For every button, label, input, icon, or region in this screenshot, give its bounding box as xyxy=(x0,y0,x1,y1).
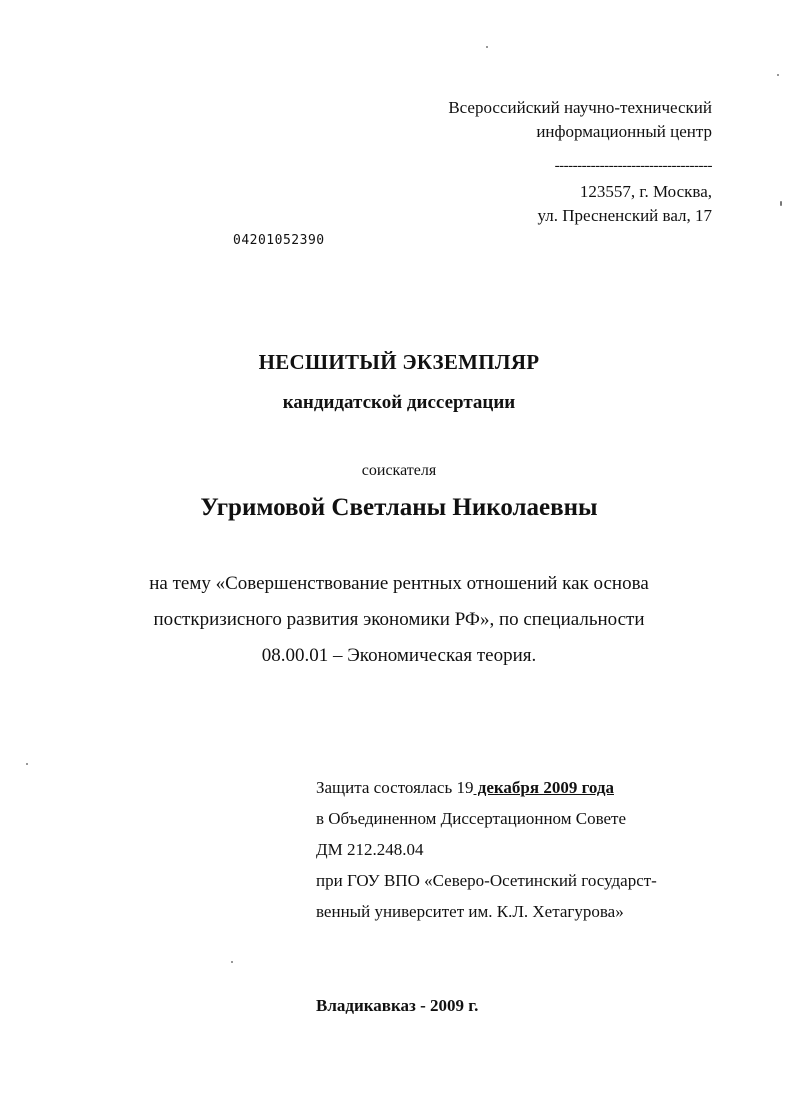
topic-line-1: на тему «Совершенствование рентных отношений как основа xyxy=(149,573,649,594)
defense-date-line xyxy=(316,772,657,803)
topic-line-3: 08.00.01 – Экономическая теория. xyxy=(261,645,537,666)
scan-speck xyxy=(777,74,779,76)
recipient-address-line-1: 123557, г. Москва, xyxy=(579,182,712,201)
registry-number: 04201052390 xyxy=(233,233,325,248)
recipient-address-line-2: ул. Пресненский вал, 17 xyxy=(537,206,712,225)
scan-speck xyxy=(231,961,233,963)
defense-university-line-2: венный университет им. К.Л. Хетагурова» xyxy=(316,902,624,921)
document-subtitle: кандидатской диссертации xyxy=(282,392,516,413)
defense-date: декабря 2009 года xyxy=(473,778,614,797)
defense-info xyxy=(316,772,657,927)
defense-council-line: в Объединенном Диссертационном Совете xyxy=(316,809,627,828)
defense-date-prefix: Защита состоялась 19 xyxy=(316,778,474,797)
defense-council-code: ДМ 212.248.04 xyxy=(316,840,424,859)
dissertation-topic xyxy=(0,566,798,674)
recipient-organization xyxy=(448,96,712,144)
recipient-org-line-2: информационный центр xyxy=(536,122,712,141)
scan-speck xyxy=(780,201,782,206)
address-separator: ----------------------------------- xyxy=(554,158,712,174)
document-title: НЕСШИТЫЙ ЭКЗЕМПЛЯР xyxy=(258,350,540,374)
scan-speck xyxy=(26,763,28,765)
candidate-name: Угримовой Светланы Николаевны xyxy=(200,494,598,521)
recipient-org-line-1: Всероссийский научно-технический xyxy=(448,98,712,117)
defense-university-line-1: при ГОУ ВПО «Северо-Осетинский государст- xyxy=(316,871,657,890)
recipient-address xyxy=(538,180,713,228)
scan-speck xyxy=(486,46,488,48)
candidate-label: соискателя xyxy=(361,462,437,479)
city-year: Владикавказ - 2009 г. xyxy=(316,996,479,1015)
topic-line-2: посткризисного развития экономики РФ», по специальности xyxy=(153,609,645,630)
